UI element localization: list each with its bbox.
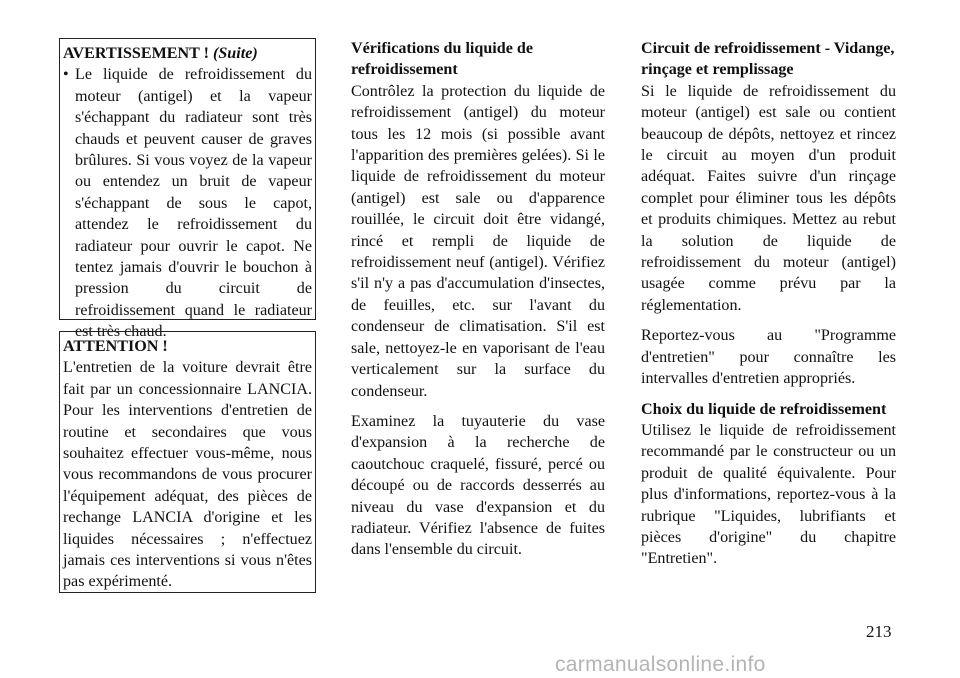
- watermark: carmanualsonline.info: [555, 653, 766, 676]
- page-number: 213: [866, 622, 892, 641]
- warning-title-text: AVERTISSEMENT !: [63, 45, 209, 62]
- section-heading-choice: Choix du liquide de refroidissement: [641, 400, 887, 418]
- section-circuit-para2: Reportez-vous au "Programme d'entretien" pour connaître les intervalles d'entretien appropriés.: [641, 327, 896, 388]
- warning-title: [63, 43, 312, 64]
- section-check-para2: Examinez la tuyauterie du vase d'expansion à la recherche de caoutchouc craquelé, fissuré, percé ou découpé ou de raccords desserrés au niveau du vase d'expansion et du radiateur. Vérifiez l'absence de fuites dans l'ensemble du circuit.: [351, 412, 605, 559]
- section-choice-para1: Utilisez le liquide de refroidissement recommandé par le constructeur ou un produit de qualité équivalente. Pour plus d'informations, reportez-vous à la rubrique "Liquides, lubrifiants et pièces d'origine" du chapitre "Entretien".: [641, 421, 896, 568]
- warning-list: [63, 64, 312, 342]
- attention-body: L'entretien de la voiture devrait être fait par un concessionnaire LANCIA. Pour les interventions d'entretien de routine et secondaires que vous souhaitez effectuer vous-même, nous vous recommandons de vous procurer l'équipement adéquat, des pièces de rechange LANCIA d'origine et les liquides nécessaires ; n'effectuez jamais ces interventions si vous n'êtes pas expérimenté.: [63, 359, 312, 591]
- warning-box: [59, 38, 316, 341]
- section-circuit-para1: Si le liquide de refroidissement du moteur (antigel) est sale ou contient beaucoup de dépôts, nettoyez et rincez le circuit au moyen d'un produit adéquat. Faites suivre d'un rinçage complet pour éliminer tous les dépôts et produits chimiques. Mettez au rebut la solution de liquide de refroidissement du moteur (antigel) usagée comme prévu par la réglementation.: [641, 82, 896, 314]
- middle-column: [351, 38, 605, 570]
- warning-bullet: • Le liquide de refroidissement du moteur (antigel) et la vapeur s'échappant du radiateur sont très chauds et peuvent causer de graves brûlures. Si vous voyez de la vapeur ou entendez un bruit de vapeur s'échappant de sous le capot, attendez le refroidissement du radiateur pour ouvrir le capot. Ne tentez jamais d'ouvrir le bouchon à pression du circuit de refroidissement quand le radiateur est très chaud.: [63, 64, 312, 342]
- right-column: [641, 38, 896, 579]
- section-check-para1: Contrôlez la protection du liquide de refroidissement (antigel) du moteur tous les 12 mois (si possible avant l'apparition des premières gelées). Si le liquide de refroidissement du moteur (antigel) est sale ou d'apparence rouillée, le circuit doit être vidangé, rincé et rempli de liquide de refroidissement neuf (antigel). Vérifiez s'il n'y a pas d'accumulation d'insectes, de feuilles, etc. sur l'avant du condenseur de climatisation. S'il est sale, nettoyez-le en vaporisant de l'eau verticalement sur la surface du condenseur.: [351, 82, 605, 400]
- warning-suite-text: (Suite): [213, 45, 258, 62]
- section-heading-check: Vérifications du liquide de refroidissement: [351, 40, 533, 79]
- section-heading-circuit: Circuit de refroidissement - Vidange, rinçage et remplissage: [641, 40, 895, 79]
- attention-box: [59, 331, 316, 593]
- attention-title: ATTENTION !: [63, 338, 168, 355]
